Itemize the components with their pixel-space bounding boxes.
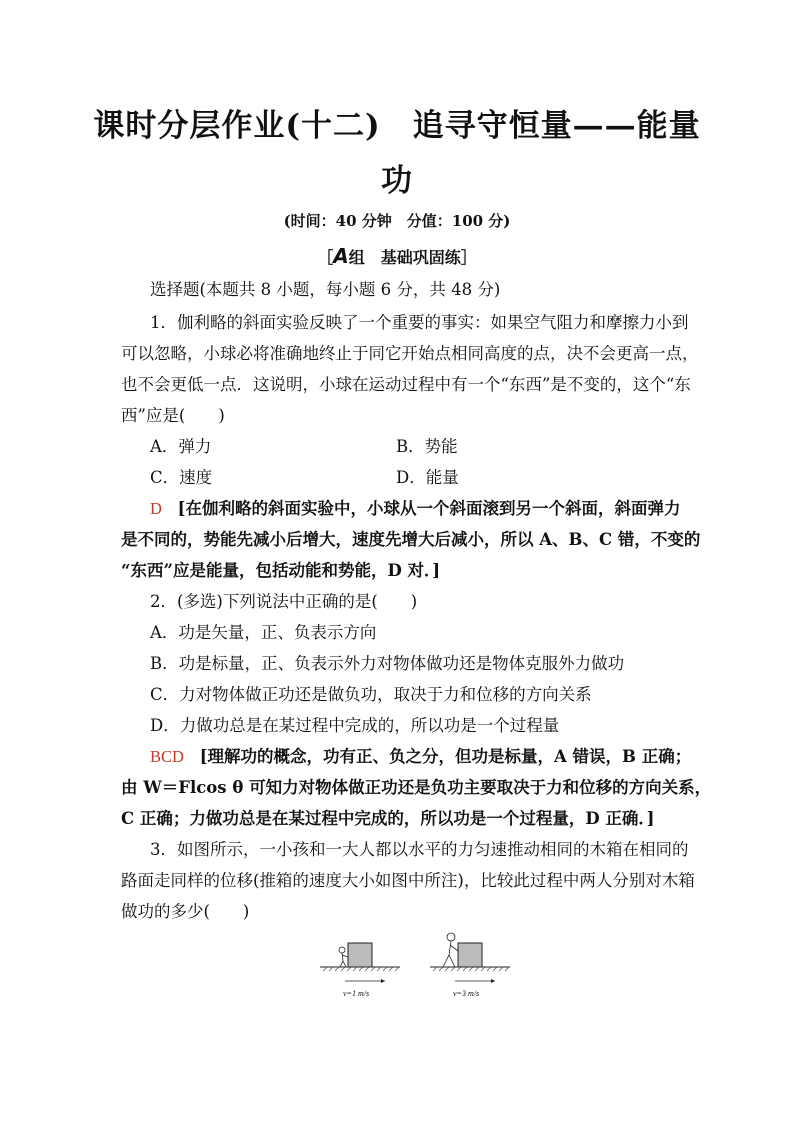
q2-explanation: 由 W＝Flcos θ 可知力对物体做正功还是负功主要取决于力和位移的方向关系， [121,778,712,797]
bracket-close: ］ [460,248,477,267]
q1-line: 可以忽略，小球必将准确地终止于同它开始点相同高度的点，决不会更高一点， [121,344,699,363]
q1-answer-line [150,499,706,519]
q1-explanation: [在伽利略的斜面实验中，小球从一个斜面滚到另一个斜面，斜面弹力 [177,499,681,518]
q1-option-d: D．能量 [396,468,459,487]
child-pushing-box-diagram [320,943,400,983]
group-heading [0,244,794,268]
q3-line: 3．如图所示，一小孩和一大人都以水平的力匀速推动相同的木箱在相同的 [150,840,689,859]
section-heading: 选择题(本题共 8 小题，每小题 6 分，共 48 分) [150,280,501,299]
q2-option-a: A．功是矢量，正、负表示方向 [150,623,377,642]
caption-adult-speed: v=3 m/s [453,989,480,998]
q3-line: 做功的多少( ) [121,902,250,921]
q2-answer: BCD [150,747,184,766]
q1-answer: D [150,499,162,518]
q2-option-d: D．力做功总是在某过程中完成的，所以功是一个过程量 [150,716,560,735]
group-letter: A [333,244,349,268]
q2-stem: 2．(多选)下列说法中正确的是( ) [150,592,418,611]
q2-option-c: C．力对物体做正功还是做负功，取决于力和位移的方向关系 [150,685,592,704]
q1-explanation: 是不同的，势能先减小后增大，速度先增大后减小，所以 A、B、C 错，不变的 [121,530,701,549]
q2-explanation: C 正确；力做功总是在某过程中完成的，所以功是一个过程量，D 正确．] [121,809,655,828]
time-score-info: (时间：40 分钟 分值：100 分) [283,212,511,230]
q1-line: 1．伽利略的斜面实验反映了一个重要的事实：如果空气阻力和摩擦力小到 [150,313,689,332]
q1-line: 西”应是( ) [121,406,225,425]
q1-explanation: “东西”应是能量，包括动能和势能，D 对．] [121,561,441,580]
page-title: 课时分层作业(十二) 追寻守恒量——能量 [93,108,701,144]
q2-explanation: [理解功的概念，功有正、负之分，但功是标量，A 错误，B 正确； [199,747,692,766]
q2-option-b: B．功是标量，正、负表示外力对物体做功还是物体克服外力做功 [150,654,625,673]
q1-option-b: B．势能 [396,437,458,456]
q3-line: 路面走同样的位移(推箱的速度大小如图中所注)，比较此过程中两人分别对木箱 [121,871,695,890]
caption-child-speed: v=1 m/s [343,989,370,998]
q1-option-c: C．速度 [150,468,213,487]
q1-line: 也不会更低一点．这说明，小球在运动过程中有一个“东西”是不变的，这个“东 [121,375,691,394]
q1-option-a: A．弹力 [150,437,212,456]
page-title-line2: 功 [381,163,413,199]
group-label: 组 基础巩固练 [348,248,461,267]
adult-pushing-box-diagram [430,933,510,983]
bracket-open: ［ [317,248,334,267]
q2-answer-line [150,747,706,767]
